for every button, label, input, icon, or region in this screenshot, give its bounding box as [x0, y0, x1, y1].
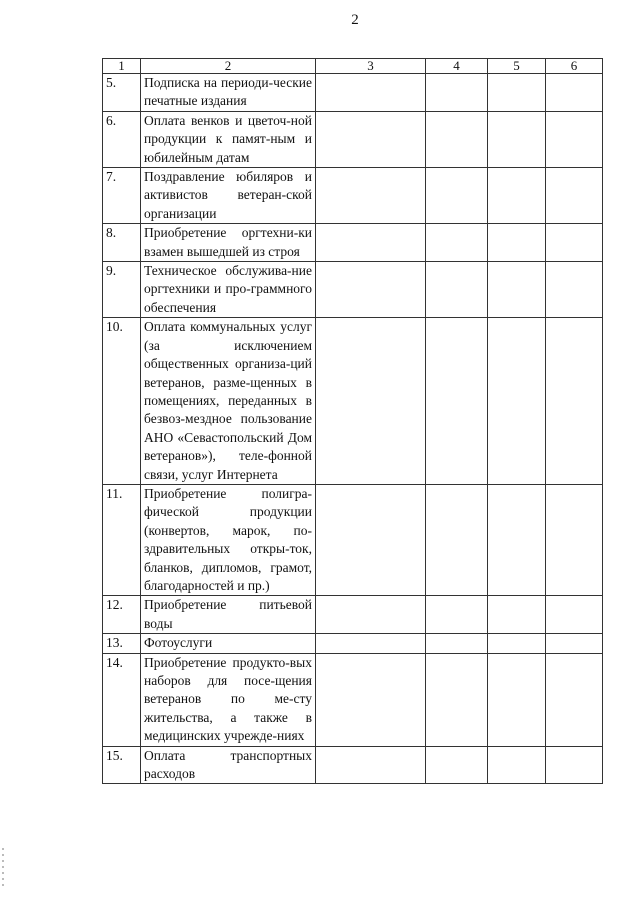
row-number: 9. — [103, 262, 141, 318]
empty-cell — [488, 74, 546, 112]
empty-cell — [426, 484, 488, 595]
empty-cell — [426, 318, 488, 485]
scan-edge-marks — [2, 848, 4, 888]
row-number: 13. — [103, 634, 141, 653]
empty-cell — [426, 634, 488, 653]
empty-cell — [546, 484, 603, 595]
empty-cell — [546, 746, 603, 784]
empty-cell — [546, 262, 603, 318]
row-number: 12. — [103, 596, 141, 634]
table-row — [103, 653, 603, 746]
row-description: Приобретение оргтехни-ки взамен вышедшей из строя — [141, 224, 316, 262]
empty-cell — [546, 111, 603, 167]
empty-cell — [426, 168, 488, 224]
table-row — [103, 111, 603, 167]
table-row — [103, 746, 603, 784]
expenses-table — [102, 58, 603, 784]
empty-cell — [316, 746, 426, 784]
empty-cell — [316, 224, 426, 262]
empty-cell — [426, 262, 488, 318]
row-number: 10. — [103, 318, 141, 485]
empty-cell — [316, 653, 426, 746]
row-description: Оплата транспортных расходов — [141, 746, 316, 784]
row-number: 5. — [103, 74, 141, 112]
empty-cell — [426, 74, 488, 112]
empty-cell — [488, 262, 546, 318]
empty-cell — [316, 634, 426, 653]
row-description: Поздравление юбиляров и активистов ветеран-ской организации — [141, 168, 316, 224]
empty-cell — [488, 484, 546, 595]
empty-cell — [426, 596, 488, 634]
empty-cell — [546, 634, 603, 653]
empty-cell — [488, 746, 546, 784]
row-description: Фотоуслуги — [141, 634, 316, 653]
row-description: Приобретение питьевой воды — [141, 596, 316, 634]
table-row — [103, 634, 603, 653]
empty-cell — [316, 262, 426, 318]
empty-cell — [488, 318, 546, 485]
column-header: 5 — [488, 59, 546, 74]
empty-cell — [316, 168, 426, 224]
empty-cell — [546, 596, 603, 634]
row-number: 7. — [103, 168, 141, 224]
column-header: 4 — [426, 59, 488, 74]
row-description: Подписка на периоди-ческие печатные издания — [141, 74, 316, 112]
table-row — [103, 318, 603, 485]
row-description: Оплата венков и цветоч-ной продукции к памят-ным и юбилейным датам — [141, 111, 316, 167]
empty-cell — [316, 318, 426, 485]
empty-cell — [546, 318, 603, 485]
table-header-row — [103, 59, 603, 74]
empty-cell — [316, 596, 426, 634]
table-row — [103, 596, 603, 634]
row-number: 11. — [103, 484, 141, 595]
empty-cell — [488, 168, 546, 224]
column-header: 1 — [103, 59, 141, 74]
empty-cell — [488, 596, 546, 634]
page-number: 2 — [351, 12, 359, 28]
empty-cell — [546, 74, 603, 112]
table-row — [103, 224, 603, 262]
row-number: 14. — [103, 653, 141, 746]
empty-cell — [488, 224, 546, 262]
row-number: 15. — [103, 746, 141, 784]
empty-cell — [316, 111, 426, 167]
row-number: 8. — [103, 224, 141, 262]
row-description: Техническое обслужива-ние оргтехники и про-граммного обеспечения — [141, 262, 316, 318]
column-header: 2 — [141, 59, 316, 74]
table-row — [103, 168, 603, 224]
empty-cell — [426, 224, 488, 262]
empty-cell — [488, 634, 546, 653]
empty-cell — [316, 484, 426, 595]
empty-cell — [488, 653, 546, 746]
empty-cell — [546, 653, 603, 746]
row-number: 6. — [103, 111, 141, 167]
table-row — [103, 262, 603, 318]
column-header: 6 — [546, 59, 603, 74]
empty-cell — [316, 74, 426, 112]
empty-cell — [546, 168, 603, 224]
row-description: Приобретение полигра-фической продукции (конвертов, марок, по-здравительных откры-ток, бланков, дипломов, грамот, благодарностей и пр.) — [141, 484, 316, 595]
empty-cell — [426, 746, 488, 784]
empty-cell — [546, 224, 603, 262]
table-row — [103, 74, 603, 112]
empty-cell — [426, 111, 488, 167]
row-description: Оплата коммунальных услуг (за исключением общественных организа-ций ветеранов, разме-щенных в помещениях, переданных в безвоз-мездное пользование АНО «Севастопольский Дом ветеранов»), теле-фонной связи, услуг Интернета — [141, 318, 316, 485]
table-row — [103, 484, 603, 595]
empty-cell — [426, 653, 488, 746]
column-header: 3 — [316, 59, 426, 74]
row-description: Приобретение продукто-вых наборов для посе-щения ветеранов по ме-сту жительства, а также в медицинских учрежде-ниях — [141, 653, 316, 746]
empty-cell — [488, 111, 546, 167]
